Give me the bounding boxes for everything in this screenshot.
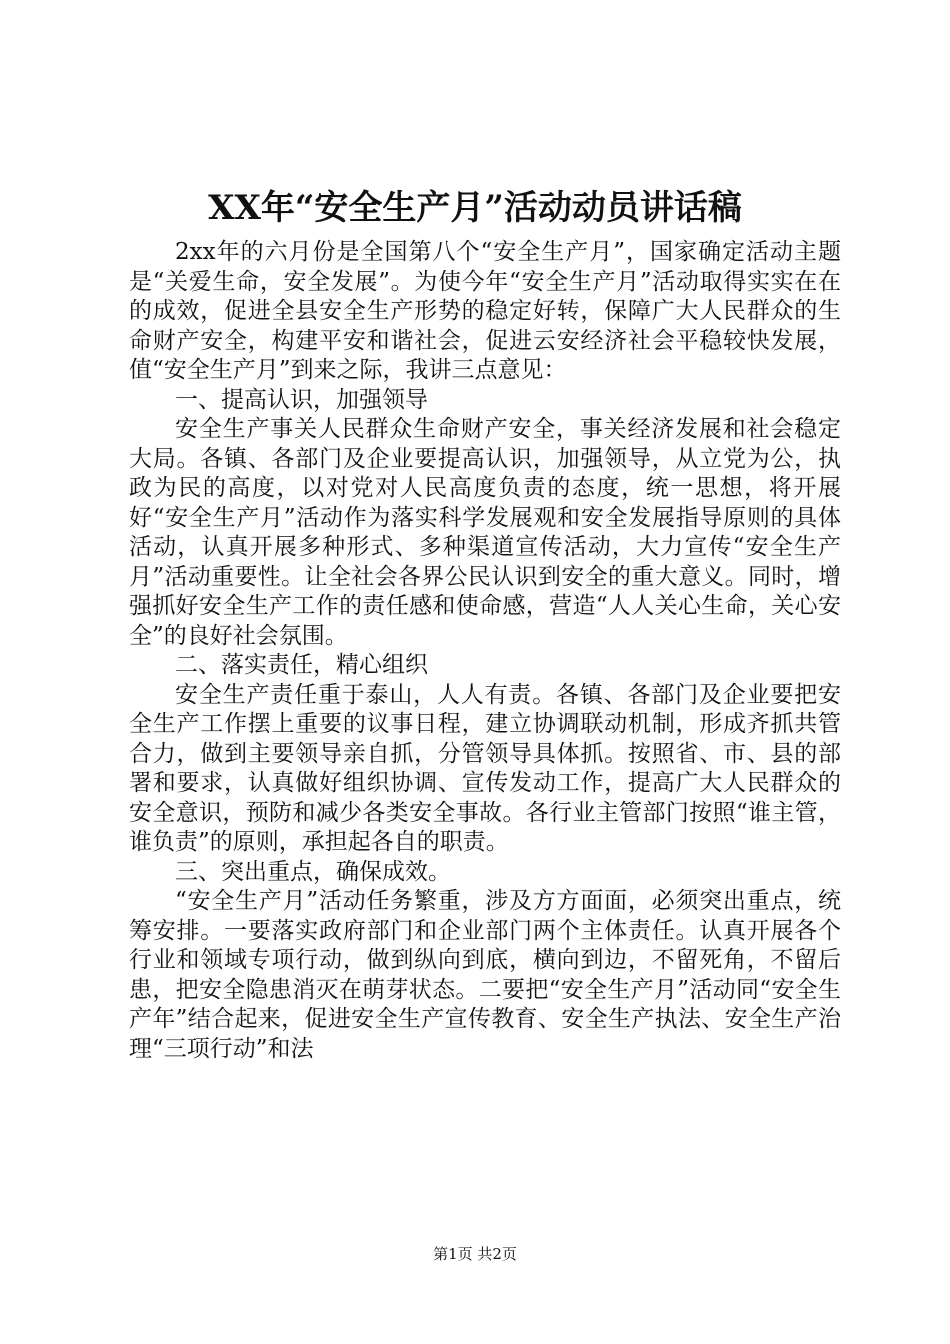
section-heading-2: 二、落实责任，精心组织 [175, 652, 428, 678]
intro-paragraph: 2xx年的六月份是全国第八个“安全生产月”，国家确定活动主题是“关爱生命，安全发展”。为使今年“安全生产月”活动取得实实在在的成效，促进全县安全生产形势的稳定好转，保障广大人民群众的生命财产安全，构建平安和谐社会，促进云安经济社会平稳较快发展，值“安全生产月”到来之际，我讲三点意见： [129, 239, 841, 383]
section-1-paragraph: 安全生产事关人民群众生命财产安全，事关经济发展和社会稳定大局。各镇、各部门及企业要提高认识，加强领导，从立党为公，执政为民的高度，以对党对人民高度负责的态度，统一思想，将开展好“安全生产月”活动作为落实科学发展观和安全发展指导原则的具体活动，认真开展多种形式、多种渠道宣传活动，大力宣传“安全生产月”活动重要性。让全社会各界公民认识到安全的重大意义。同时，增强抓好安全生产工作的责任感和使命感，营造“人人关心生命，关心安全”的良好社会氛围。 [129, 416, 841, 649]
section-heading-1: 一、提高认识，加强领导 [175, 386, 428, 413]
section-3-paragraph: “安全生产月”活动任务繁重，涉及方方面面，必须突出重点，统筹安排。一要落实政府部门和企业部门两个主体责任。认真开展各个行业和领域专项行动，做到纵向到底，横向到边，不留死角，不留后患，把安全隐患消灭在萌芽状态。二要把“安全生产月”活动同“安全生产年”结合起来，促进安全生产宣传教育、安全生产执法、安全生产治理“三项行动”和法 [129, 888, 841, 1062]
page-title: XX年“安全生产月”活动动员讲话稿 [208, 188, 742, 228]
document-body [129, 238, 841, 1064]
page-number-footer: 第1页 共2页 [433, 1245, 517, 1263]
section-heading-3: 三、突出重点，确保成效。 [175, 858, 451, 885]
section-2-paragraph: 安全生产责任重于泰山，人人有责。各镇、各部门及企业要把安全生产工作摆上重要的议事日程，建立协调联动机制，形成齐抓共管合力，做到主要领导亲自抓，分管领导具体抓。按照省、市、县的部署和要求，认真做好组织协调、宣传发动工作，提高广大人民群众的安全意识，预防和减少各类安全事故。各行业主管部门按照“谁主管，谁负责”的原则，承担起各自的职责。 [129, 681, 841, 855]
